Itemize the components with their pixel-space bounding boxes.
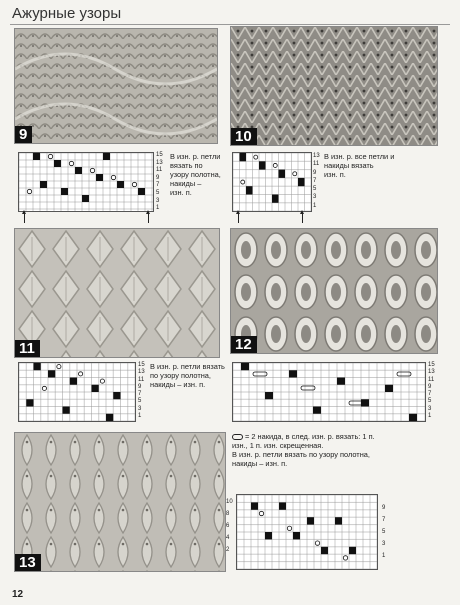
repeat-arrow-left-10 bbox=[238, 213, 239, 223]
knit-texture-9 bbox=[15, 29, 217, 143]
swatch-photo-10 bbox=[230, 26, 438, 146]
chart-grid-9 bbox=[19, 153, 153, 211]
row-numbers-13-right: 9 7 5 3 1 bbox=[382, 505, 386, 559]
knitting-chart-12 bbox=[232, 362, 426, 422]
caption-9: В изн. р. петли вязать по узору полотна, накиды – изн. п. bbox=[170, 152, 221, 197]
repeat-arrow-right-9 bbox=[148, 213, 149, 223]
page-number: 12 bbox=[12, 589, 24, 600]
pattern-number-13: 13 bbox=[15, 554, 41, 571]
double-yarn-over-icon bbox=[232, 434, 243, 440]
knit-texture-11 bbox=[15, 229, 219, 357]
row-numbers-10: 13 11 9 7 5 3 1 bbox=[313, 153, 320, 209]
knit-texture-12 bbox=[231, 229, 437, 353]
knitting-chart-9 bbox=[18, 152, 154, 212]
pattern-number-9: 9 bbox=[15, 126, 32, 143]
pattern-number-11: 11 bbox=[15, 340, 40, 357]
row-numbers-9: 15 13 11 9 7 5 3 1 bbox=[156, 152, 163, 212]
knit-texture-13 bbox=[15, 433, 225, 571]
caption-10: В изн. р. все петли и накиды вязать изн. п. bbox=[324, 152, 395, 179]
chart-grid-12 bbox=[233, 363, 425, 421]
knitting-chart-11 bbox=[18, 362, 136, 422]
chart-grid-13 bbox=[237, 495, 377, 569]
knit-texture-10 bbox=[231, 27, 437, 145]
swatch-photo-12 bbox=[230, 228, 438, 354]
repeat-arrow-left-9 bbox=[24, 213, 25, 223]
row-numbers-12: 15 13 11 9 7 5 3 1 bbox=[428, 362, 435, 419]
chart-grid-10 bbox=[233, 153, 311, 211]
row-numbers-13-left: 10 8 6 4 2 bbox=[226, 499, 233, 553]
pattern-number-12: 12 bbox=[231, 336, 257, 353]
page-title: Ажурные узоры bbox=[12, 5, 122, 22]
swatch-photo-11 bbox=[14, 228, 220, 358]
title-rule bbox=[10, 24, 450, 25]
chart-grid-11 bbox=[19, 363, 135, 421]
caption-11: В изн. р. петли вязать по узору полотна, накиды – изн. п. bbox=[150, 362, 225, 389]
knitting-chart-10 bbox=[232, 152, 312, 212]
repeat-arrow-right-10 bbox=[302, 213, 303, 223]
row-numbers-11: 15 13 11 9 7 5 3 1 bbox=[138, 362, 145, 419]
swatch-photo-13 bbox=[14, 432, 226, 572]
pattern-number-10: 10 bbox=[231, 128, 257, 145]
swatch-photo-9 bbox=[14, 28, 218, 144]
legend-text: = 2 накида, в след. изн. р. вязать: 1 п. изн., 1 п. изн. скрещенная. В изн. р. петли вязать по узору полотна, накиды – изн. п. bbox=[232, 432, 375, 468]
knitting-chart-13 bbox=[236, 494, 378, 570]
